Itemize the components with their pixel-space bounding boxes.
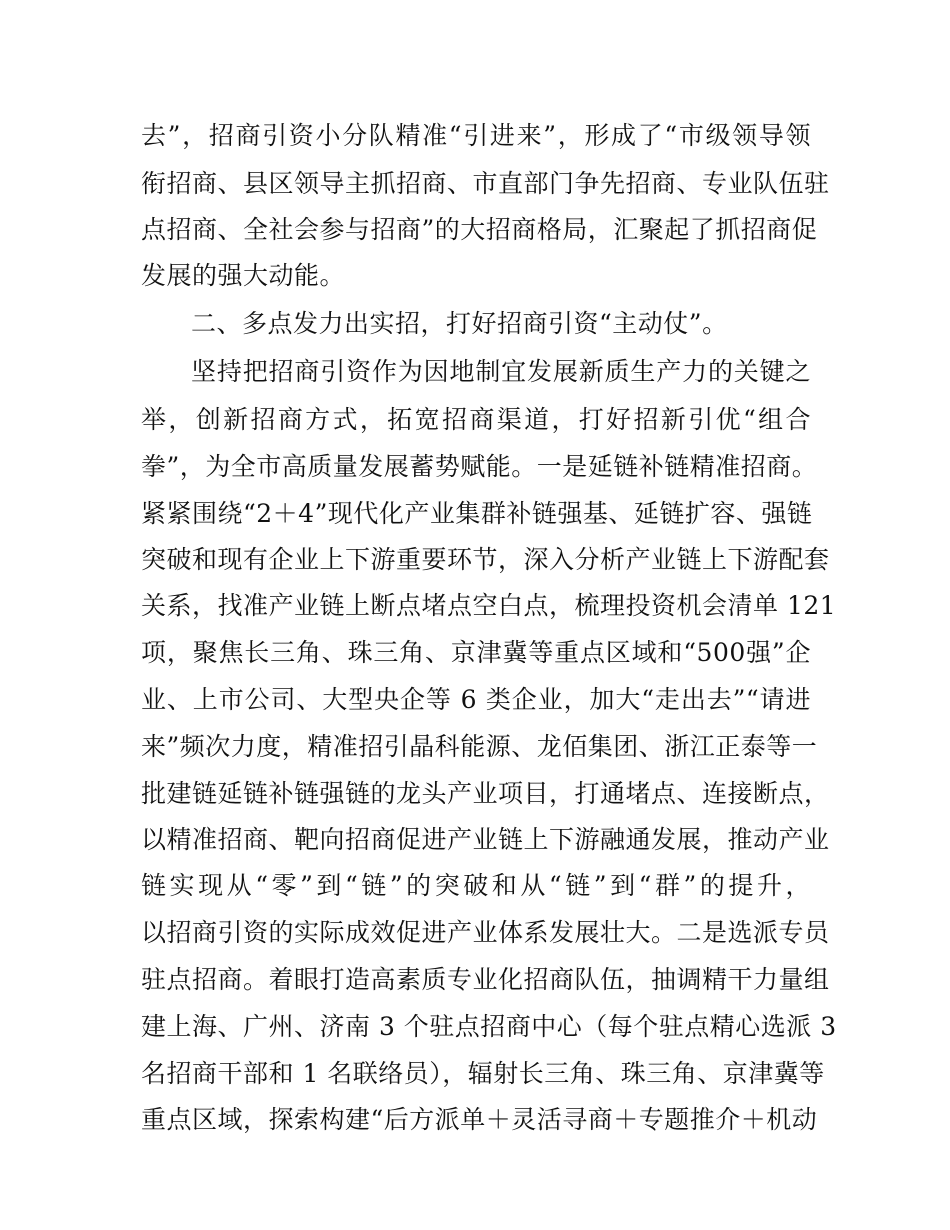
paragraph-line: 名招商干部和 1 名联络员），辐射长三角、珠三角、京津冀等 — [141, 1059, 825, 1088]
paragraph-line: 来”频次力度，精准招引晶科能源、龙佰集团、浙江正泰等一 — [141, 732, 818, 761]
paragraph-line: 链实现从“零”到“链”的突破和从“链”到“群”的提升， — [141, 871, 811, 900]
paragraph-line: 关系，找准产业链上断点堵点空白点，梳理投资机会清单 121 — [141, 591, 837, 620]
paragraph-line: 以精准招商、靶向招商促进产业链上下游融通发展，推动产业 — [141, 825, 830, 854]
paragraph-line: 紧紧围绕“2＋4”现代化产业集群补链强基、延链扩容、强链 — [141, 499, 813, 528]
paragraph-line: 拳”，为全市高质量发展蓄势赋能。一是延链补链精准招商。 — [141, 452, 818, 481]
paragraph-line: 突破和现有企业上下游重要环节，深入分析产业链上下游配套 — [141, 545, 830, 574]
paragraph-line: 点招商、全社会参与招商”的大招商格局，汇聚起了抓招商促 — [141, 215, 818, 244]
paragraph-line: 举，创新招商方式，拓宽招商渠道，打好招新引优“组合 — [141, 405, 811, 434]
paragraph-line: 业、上市公司、大型央企等 6 类企业，加大“走出去”“请进 — [141, 685, 811, 714]
paragraph-line: 衔招商、县区领导主抓招商、市直部门争先招商、专业队伍驻 — [141, 169, 830, 198]
section-heading: 二、多点发力出实招，打好招商引资“主动仗”。 — [191, 309, 728, 338]
paragraph-line: 项，聚焦长三角、珠三角、京津冀等重点区域和“500强”企 — [141, 638, 811, 667]
paragraph-line: 批建链延链补链强链的龙头产业项目，打通堵点、连接断点， — [141, 779, 830, 808]
paragraph-line: 驻点招商。着眼打造高素质专业化招商队伍，抽调精干力量组 — [141, 965, 830, 994]
paragraph-line: 以招商引资的实际成效促进产业体系发展壮大。二是选派专员 — [141, 918, 830, 947]
paragraph-line: 建上海、广州、济南 3 个驻点招商中心（每个驻点精心选派 3 — [141, 1012, 837, 1041]
paragraph-line: 去”，招商引资小分队精准“引进来”，形成了“市级领导领 — [141, 121, 811, 150]
paragraph-line: 重点区域，探索构建“后方派单＋灵活寻商＋专题推介＋机动 — [141, 1105, 818, 1134]
paragraph-line: 坚持把招商引资作为因地制宜发展新质生产力的关键之 — [191, 357, 811, 386]
paragraph-line: 发展的强大动能。 — [141, 261, 346, 290]
